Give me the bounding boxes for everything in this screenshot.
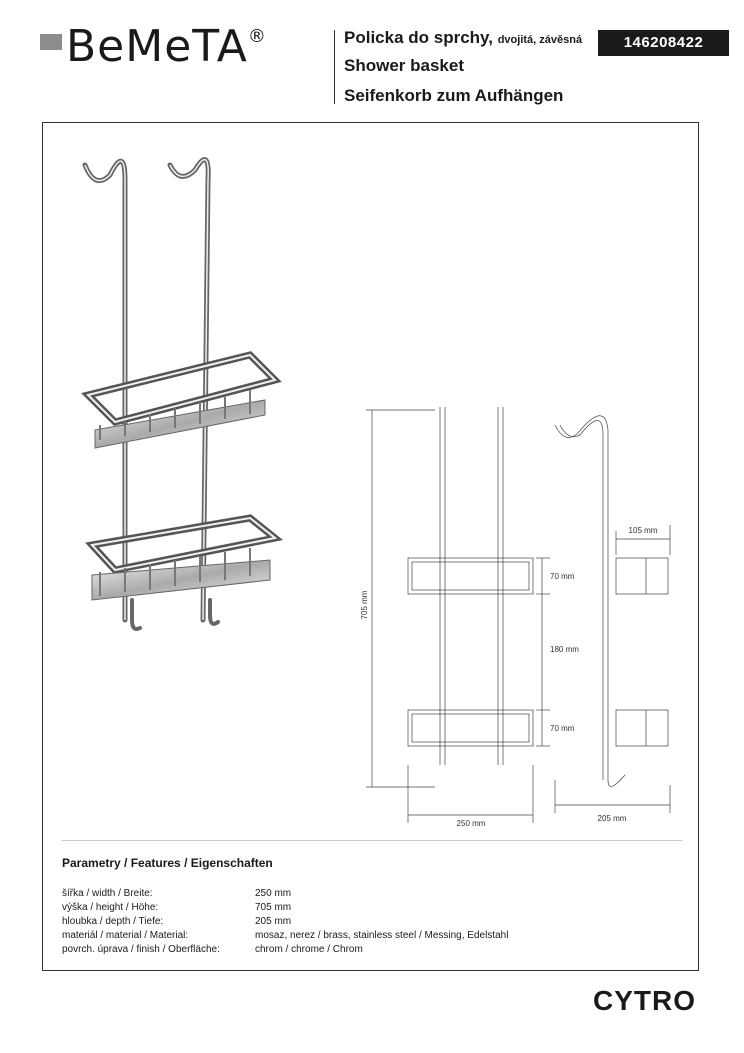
feature-value: 250 mm xyxy=(255,888,292,899)
title-cz-sub: dvojitá, závěsná xyxy=(497,34,583,46)
title-cz xyxy=(344,28,582,48)
feature-value: mosaz, nerez / brass, stainless steel / Messing, Edelstahl xyxy=(255,930,509,941)
dim-width-label: 250 mm xyxy=(456,819,486,828)
registered-mark: ® xyxy=(247,26,267,47)
product-name: CYTRO xyxy=(593,985,696,1016)
title-de: Seifenkorb zum Aufhängen xyxy=(344,86,564,105)
title-cz-main: Policka do sprchy, xyxy=(344,28,493,47)
header-divider xyxy=(334,30,335,104)
logo-square-icon xyxy=(40,34,62,50)
feature-label: povrch. úprava / finish / Oberfläche: xyxy=(62,944,220,955)
feature-label: materiál / material / Material: xyxy=(62,930,189,941)
product-photo xyxy=(70,140,300,640)
dim-basket-bottom-label: 70 mm xyxy=(550,724,575,733)
brand-logo xyxy=(40,21,330,76)
feature-value: 205 mm xyxy=(255,916,292,927)
title-en: Shower basket xyxy=(344,56,464,75)
brand-name: BeMeTA xyxy=(66,21,248,72)
technical-drawing xyxy=(350,395,690,835)
feature-value: 705 mm xyxy=(255,902,292,913)
feature-label: šířka / width / Breite: xyxy=(62,888,153,899)
dim-height-label: 705 mm xyxy=(360,590,369,620)
dim-basket-top-label: 70 mm xyxy=(550,572,575,581)
product-code: 146208422 xyxy=(598,30,729,56)
features-title: Parametry / Features / Eigenschaften xyxy=(62,856,273,870)
feature-label: výška / height / Höhe: xyxy=(62,902,159,913)
dim-depth-label: 205 mm xyxy=(597,814,627,823)
top-basket xyxy=(88,355,275,448)
bottom-basket xyxy=(92,518,275,629)
features-divider xyxy=(62,840,682,841)
dim-basket-depth-label: 105 mm xyxy=(628,526,658,535)
feature-label: hloubka / depth / Tiefe: xyxy=(62,916,164,927)
dim-gap-label: 180 mm xyxy=(550,645,579,654)
feature-value: chrom / chrome / Chrom xyxy=(255,944,363,955)
